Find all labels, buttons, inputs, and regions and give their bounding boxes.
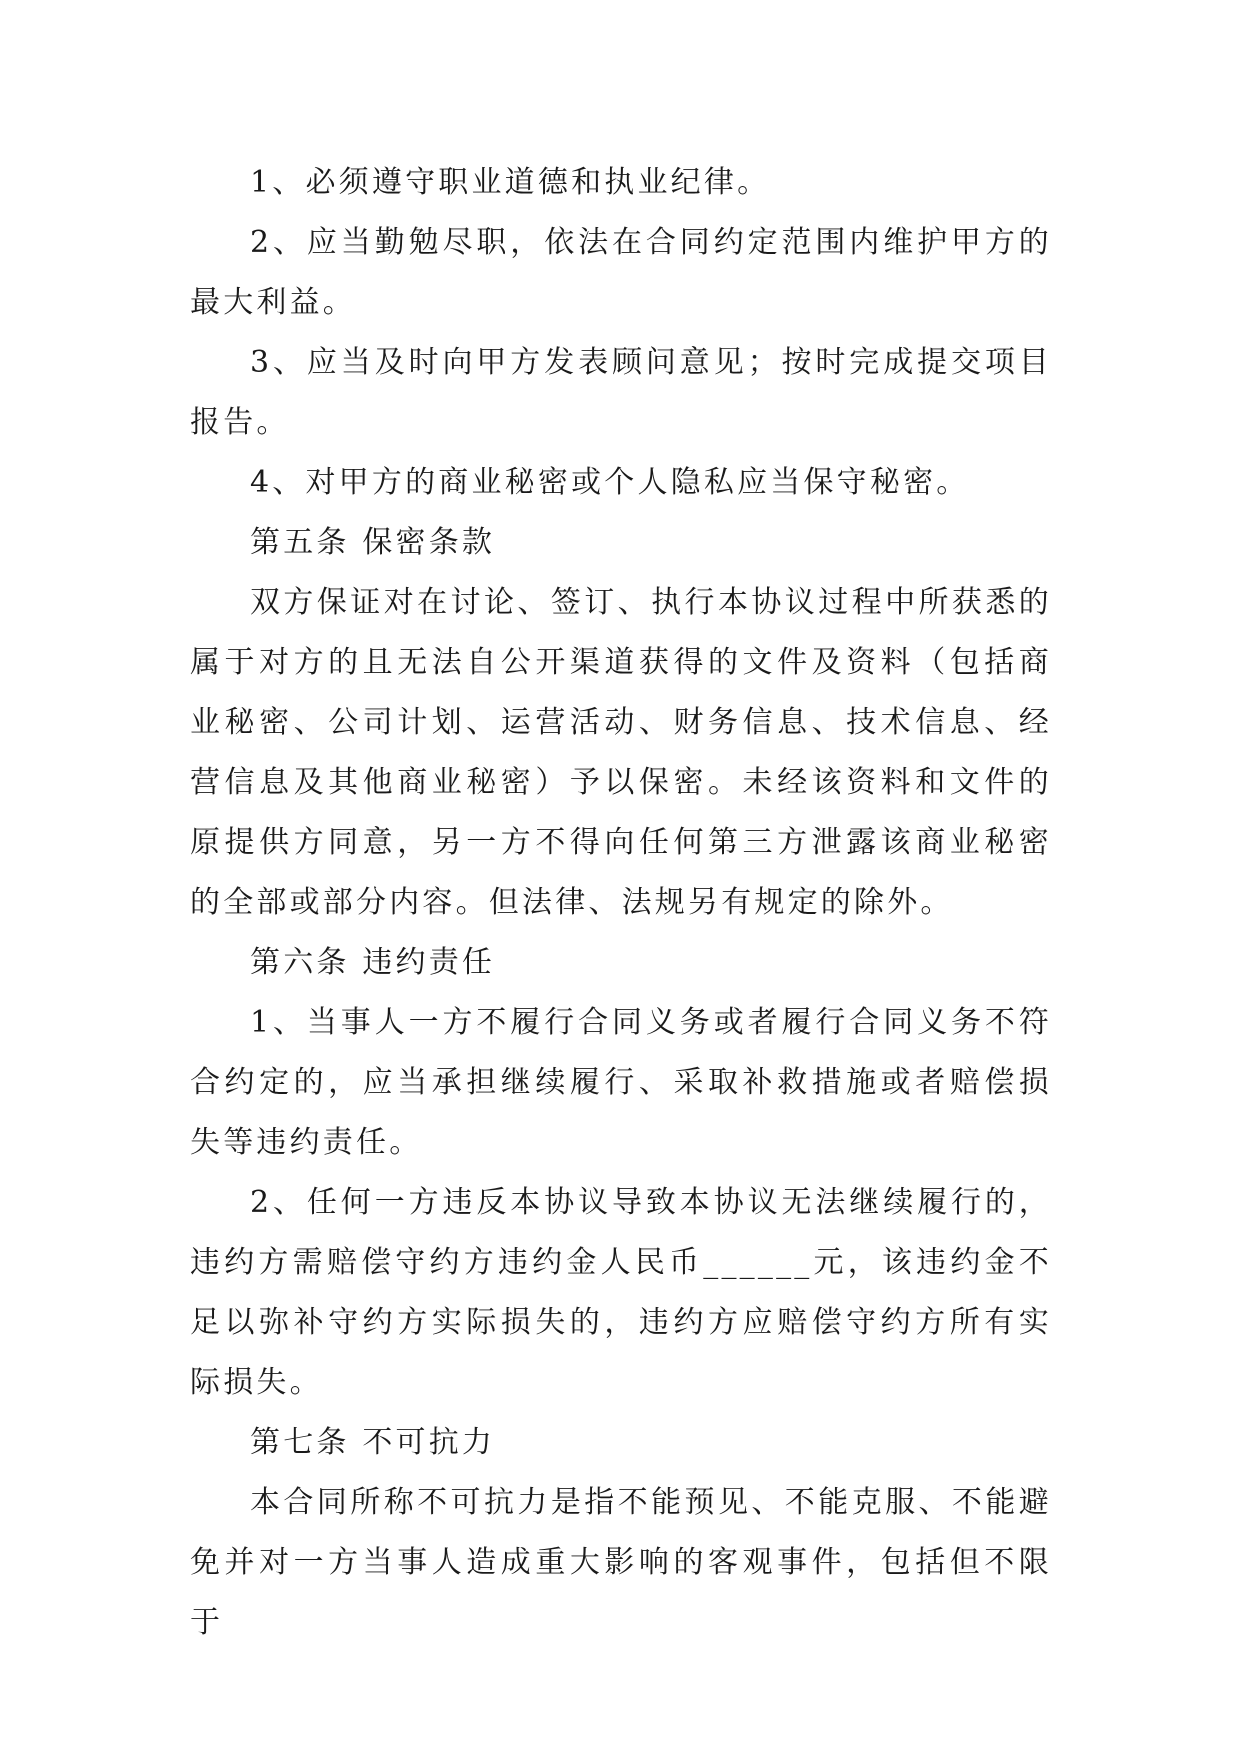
article-6-clause-2: 2、任何一方违反本协议导致本协议无法继续履行的，违约方需赔偿守约方违约金人民币______元，该违约金不足以弥补守约方实际损失的，违约方应赔偿守约方所有实际损失。 [190, 1185, 1052, 1400]
article-7-body: 本合同所称不可抗力是指不能预见、不能克服、不能避免并对一方当事人造成重大影响的客观事件，包括但不限于 [190, 1485, 1052, 1640]
contract-text [190, 153, 1052, 1653]
article-5-body: 双方保证对在讨论、签订、执行本协议过程中所获悉的属于对方的且无法自公开渠道获得的文件及资料（包括商业秘密、公司计划、运营活动、财务信息、技术信息、经营信息及其他商业秘密）予以保密。未经该资料和文件的原提供方同意，另一方不得向任何第三方泄露该商业秘密的全部或部分内容。但法律、法规另有规定的除外。 [190, 585, 1052, 920]
article-6-heading: 第六条 违约责任 [250, 945, 496, 980]
duty-clause-3: 3、应当及时向甲方发表顾问意见；按时完成提交项目报告。 [190, 345, 1052, 440]
duty-clause-1: 1、必须遵守职业道德和执业纪律。 [250, 165, 771, 200]
duty-clause-2: 2、应当勤勉尽职，依法在合同约定范围内维护甲方的最大利益。 [190, 225, 1052, 320]
article-7-heading: 第七条 不可抗力 [250, 1425, 496, 1460]
article-5-heading: 第五条 保密条款 [250, 525, 496, 560]
duty-clause-4: 4、对甲方的商业秘密或个人隐私应当保守秘密。 [250, 465, 970, 500]
article-6-clause-1: 1、当事人一方不履行合同义务或者履行合同义务不符合约定的，应当承担继续履行、采取补救措施或者赔偿损失等违约责任。 [190, 1005, 1052, 1160]
